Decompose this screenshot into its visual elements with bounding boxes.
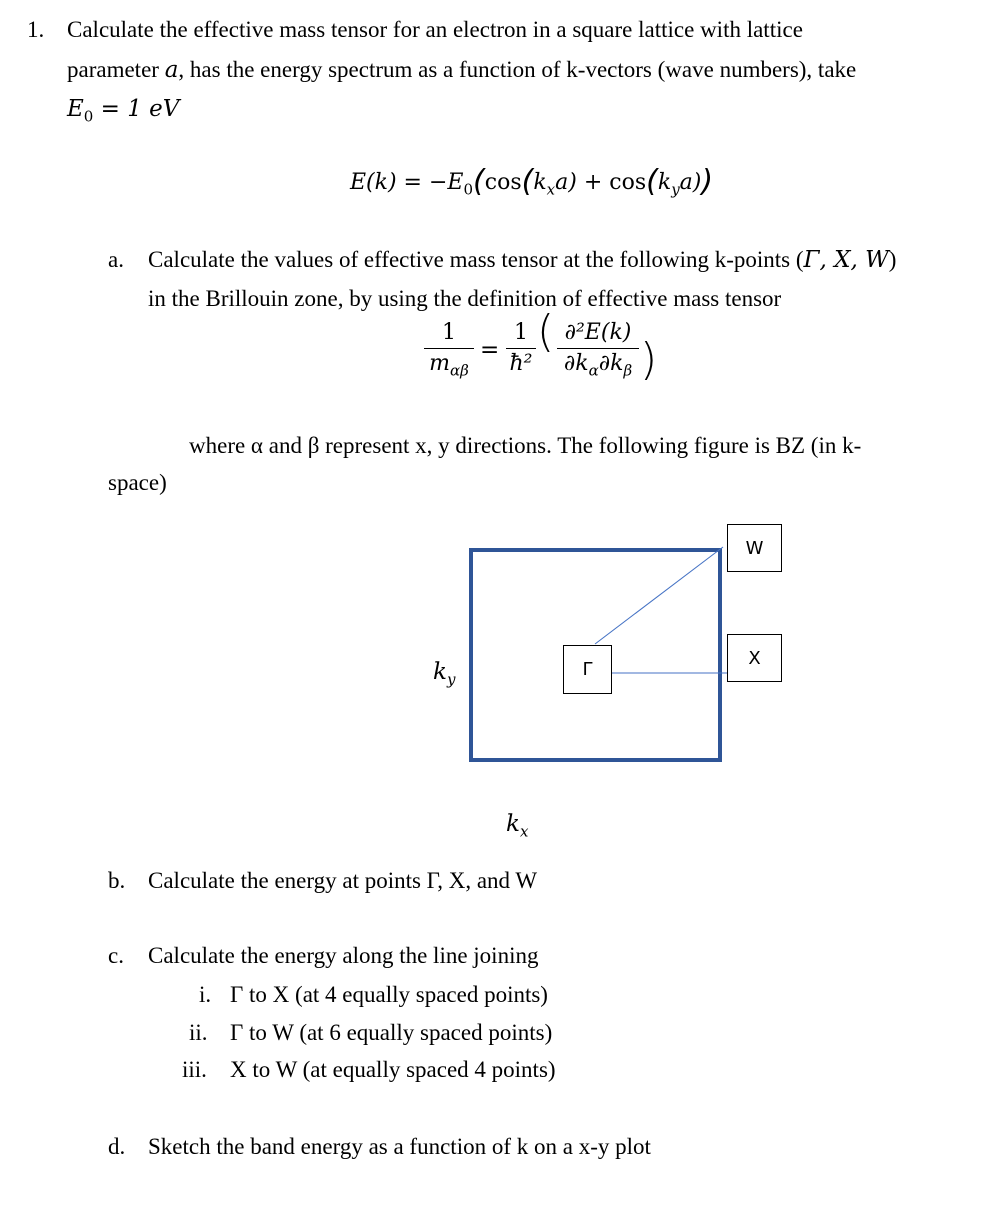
fraction-second-derivative: ∂²E(k) $\partial k_\alpha\partial k_\beta$ (557, 320, 639, 377)
part-a-label: a. (108, 247, 124, 272)
intro-line-2: parameter a, has the energy spectrum as a function of k-vectors (wave numbers), take (67, 57, 857, 83)
left-paren: ( (537, 306, 555, 357)
part-a-line-2: in the Brillouin zone, by using the definition of effective mass tensor (148, 286, 782, 311)
part-c-item-2-num: ii. (189, 1020, 208, 1045)
part-d-text: Sketch the band energy as a function of k on a x-y plot (148, 1134, 651, 1159)
e0-definition: $E_0 = 1$ eV (67, 96, 180, 126)
right-paren: ) (640, 334, 658, 385)
part-a-line-1: Calculate the values of effective mass tensor at the following k-points (Γ, X, W) (148, 247, 897, 273)
x-point-box: X (727, 634, 782, 682)
problem-number: 1. (27, 17, 45, 42)
energy-equation: $E(k) = -E_0(\cos(k_xa) + \cos(k_ya))$ (350, 164, 714, 199)
part-c-item-3-text: X to W (at equally spaced 4 points) (230, 1057, 556, 1082)
part-d-label: d. (108, 1134, 126, 1159)
fraction-one-over-m: 1 $m_{\alpha\beta}$ (424, 320, 474, 377)
part-c-item-1-num: i. (199, 982, 212, 1007)
part-c-item-3-num: iii. (182, 1057, 207, 1082)
part-b-text: Calculate the energy at points Γ, X, and W (148, 868, 538, 893)
fraction-one-over-hbar: 1 ħ² (506, 320, 536, 377)
w-point-box: W (727, 524, 782, 572)
gamma-point-box: Γ (563, 645, 612, 694)
intro-line-1: Calculate the effective mass tensor for an electron in a square lattice with lattice (67, 17, 803, 42)
part-c-label: c. (108, 943, 124, 968)
kx-label: $k_x$ (506, 811, 529, 841)
where-line: where α and β represent x, y directions. The following figure is BZ (in k- (189, 433, 862, 458)
part-b-label: b. (108, 868, 126, 893)
ky-label: $k_y$ (433, 659, 456, 689)
where-line-2: space) (108, 470, 167, 495)
part-c-item-2-text: Γ to W (at 6 equally spaced points) (230, 1020, 553, 1045)
gamma-to-w-line (595, 547, 723, 644)
part-c-item-1-text: Γ to X (at 4 equally spaced points) (230, 982, 548, 1007)
part-c-text: Calculate the energy along the line joining (148, 943, 539, 968)
equals-sign: = (480, 337, 500, 363)
